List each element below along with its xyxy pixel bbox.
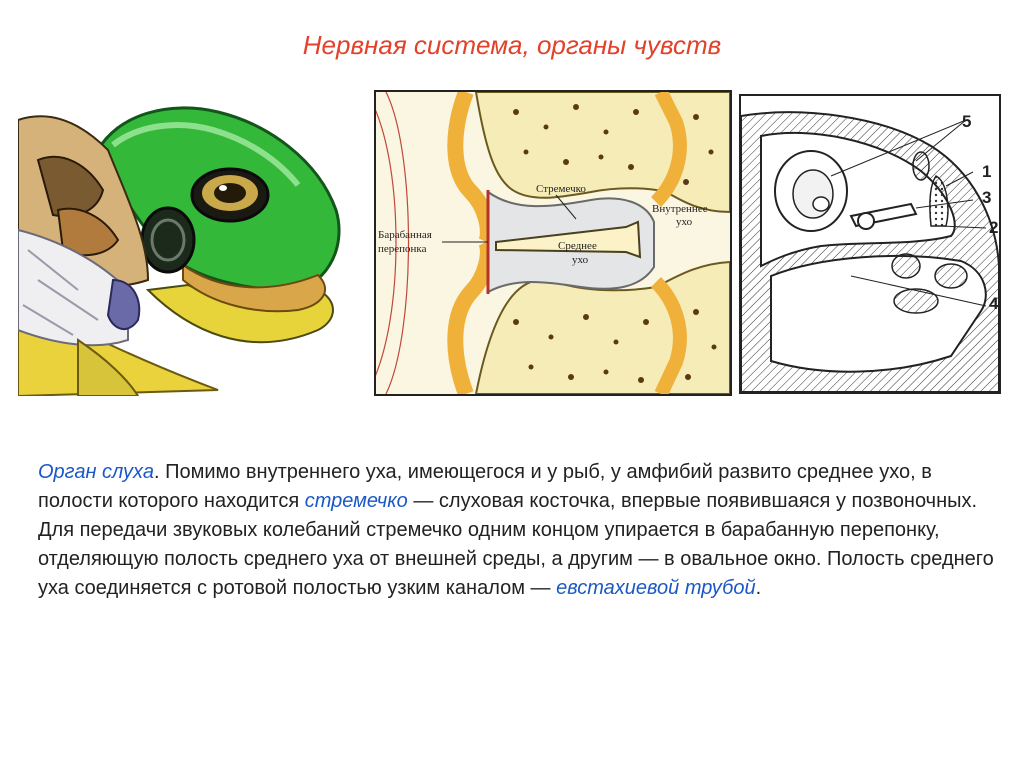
term-stapes: стремечко — [304, 490, 408, 512]
label-inner-ear-2: ухо — [676, 216, 693, 228]
scheme-number-3: 3 — [982, 188, 992, 207]
scheme-number-4: 4 — [989, 294, 999, 313]
scheme-number-2: 2 — [989, 218, 999, 237]
paragraph-text-2: — слуховая косточка, впервые появившаяся у позвоночных. Для передачи звуковых колебаний стремечко одним концом упирается в барабанную перепонку, отделяющую полость среднего уха от внешней среды, а другим — в овальное окно. Полость среднего уха соединяется с ротовой полостью узким каналом — — [38, 490, 994, 599]
scheme-number-1: 1 — [982, 162, 992, 181]
body-paragraph — [38, 458, 998, 603]
term-hearing-organ: Орган слуха — [38, 461, 154, 483]
page-title: Нервная система, органы чувств — [302, 30, 722, 60]
label-eardrum-2: перепонка — [378, 243, 427, 255]
label-eardrum-1: Барабанная — [378, 229, 432, 241]
paragraph-text-3: . — [755, 577, 762, 599]
label-inner-ear-1: Внутреннее — [652, 203, 708, 215]
middle-ear-section — [374, 90, 732, 396]
label-stapes: Стремечко — [536, 183, 586, 195]
term-eustachian-tube: евстахиевой трубой — [556, 577, 756, 599]
label-middle-ear-1: Среднее — [558, 240, 597, 252]
paragraph-text-1: . Помимо внутреннего уха, имеющегося и у рыб, у амфибий развито среднее ухо, в полости которого находится — [38, 461, 932, 512]
scheme-number-5: 5 — [962, 112, 972, 131]
label-middle-ear-2: ухо — [572, 254, 589, 266]
frog-head-illustration — [18, 90, 366, 396]
ear-schematic — [739, 94, 1001, 394]
